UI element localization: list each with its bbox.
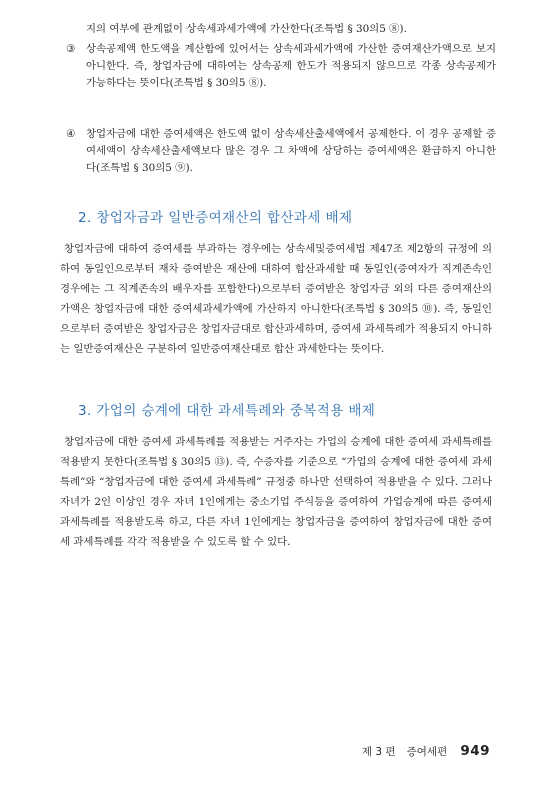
list-item [66, 126, 496, 177]
item-marker: ④ [66, 128, 76, 140]
section-paragraph: 창업자금에 대하여 증여세를 부과하는 경우에는 상속세및증여세법 제47조 제2항의 규정에 의하여 동일인으로부터 재차 증여받은 재산에 대하여 합산과세할 때 동일인(증여자가 직계존속인 경우에는 그 직계존속의 배우자를 포함한다)으로부터 증여받은 창업자금 외의 다른 증여재산의 가액은 창업자금에 대한 증여세과세가액에 가산하지 아니한다(조특법 § 30의5 ⑩). 즉, 동일인으로부터 증여받은 창업자금은 창업자금대로 합산과세하며, 증여세 과세특례가 적용되지 아니하는 일반증여재산은 구분하여 일반증여재산대로 합산 과세한다는 뜻이다. [60, 243, 492, 355]
section-paragraph: 창업자금에 대한 증여세 과세특례를 적용받는 거주자는 가업의 승계에 대한 증여세 과세특례를 적용받지 못한다(조특법 § 30의5 ⑬). 즉, 수증자를 기준으로 “가업의 승계에 대한 증여세 과세특례”와 “창업자금에 대한 증여세 과세특례” 규정중 하나만 선택하여 적용받을 수 있다. 그러나 자녀가 2인 이상인 경우 자녀 1인에게는 중소기업 주식등을 증여하여 가업승계에 따른 증여세 과세특례를 적용받도록 하고, 다른 자녀 1인에게는 창업자금을 증여하여 창업자금에 대한 증여세 과세특례를 각각 적용받을 수 있도록 할 수 있다. [60, 436, 492, 548]
section-heading: 2. 창업자금과 일반증여재산의 합산과세 배제 [78, 210, 353, 226]
item-text: 상속공제액 한도액을 계산함에 있어서는 상속세과세가액에 가산한 증여재산가액으로 보지 아니한다. 즉, 창업자금에 대하여는 상속공제 한도가 적용되지 않으므로 각종 상속공제가 가능하다는 뜻이다(조특법 § 30의5 ⑧). [86, 43, 496, 89]
item-text: 창업자금에 대한 증여세액은 한도액 없이 상속세산출세액에서 공제한다. 이 경우 공제할 증여세액이 상속세산출세액보다 많은 경우 그 차액에 상당하는 증여세액은 환급하지 아니한다(조특법 § 30의5 ⑨). [86, 128, 496, 174]
footer-part: 제 3 편 [361, 746, 396, 758]
footer-section: 증여세편 [406, 746, 448, 758]
section-heading: 3. 가업의 승계에 대한 과세특례와 중복적용 배제 [78, 403, 376, 419]
continuation-text: 지의 여부에 관계없이 상속세과세가액에 가산한다(조특법 § 30의5 ⑧). [86, 23, 407, 35]
item-marker: ③ [66, 43, 76, 55]
page-number: 949 [460, 743, 490, 759]
list-item [66, 41, 496, 92]
page-footer [362, 740, 490, 759]
